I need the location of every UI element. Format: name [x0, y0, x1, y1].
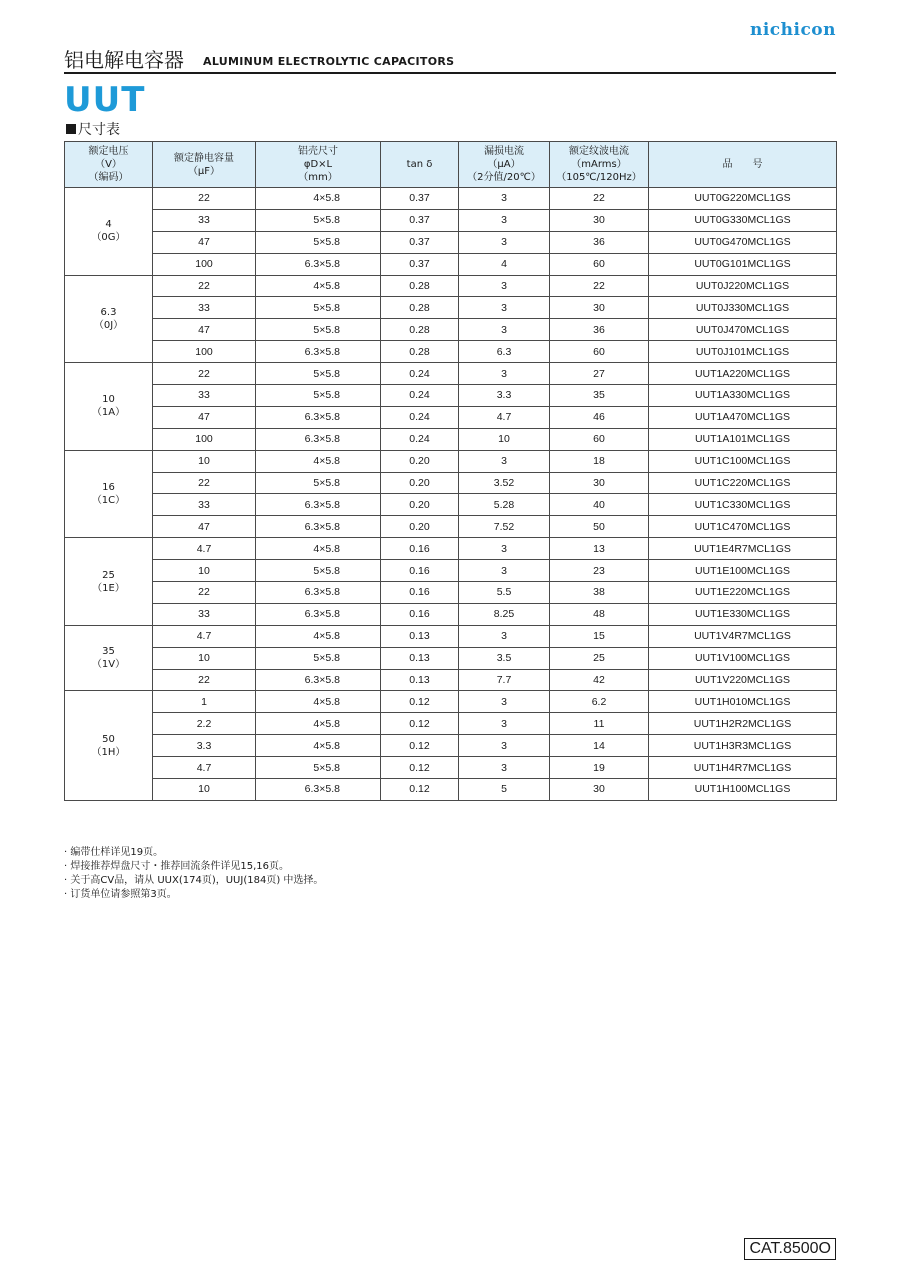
cell-leakage-current: 3: [459, 188, 550, 210]
section-label: 尺寸表: [78, 122, 120, 138]
cell-ripple-current: 18: [550, 450, 649, 472]
cell-tan-delta: 0.13: [381, 625, 459, 647]
table-row: [65, 560, 837, 582]
cell-part-number: UUT1H2R2MCL1GS: [649, 713, 837, 735]
cell-part-number: UUT0J330MCL1GS: [649, 297, 837, 319]
cell-case-size: 5×5.8: [256, 757, 381, 779]
cell-ripple-current: 22: [550, 188, 649, 210]
cell-case-size: 4×5.8: [256, 735, 381, 757]
cell-tan-delta: 0.28: [381, 341, 459, 363]
cell-leakage-current: 3: [459, 757, 550, 779]
series-name: UUT: [64, 80, 146, 120]
cell-ripple-current: 25: [550, 647, 649, 669]
dimension-table: [64, 141, 837, 801]
cell-ripple-current: 40: [550, 494, 649, 516]
cell-leakage-current: 3.5: [459, 647, 550, 669]
cell-ripple-current: 30: [550, 209, 649, 231]
table-row: [65, 406, 837, 428]
header-case-size: 铝壳尺寸 φD×L （mm）: [256, 142, 381, 188]
cell-leakage-current: 5.28: [459, 494, 550, 516]
cell-rated-voltage: 6.3 （0J）: [65, 275, 153, 363]
cell-tan-delta: 0.20: [381, 450, 459, 472]
cell-case-size: 4×5.8: [256, 538, 381, 560]
cell-rated-voltage: 16 （1C）: [65, 450, 153, 538]
cell-leakage-current: 4: [459, 253, 550, 275]
table-row: [65, 779, 837, 801]
cell-leakage-current: 3: [459, 450, 550, 472]
cell-tan-delta: 0.20: [381, 516, 459, 538]
cell-capacitance: 22: [153, 669, 256, 691]
table-row: [65, 428, 837, 450]
cell-ripple-current: 60: [550, 253, 649, 275]
cell-ripple-current: 36: [550, 231, 649, 253]
cell-tan-delta: 0.24: [381, 406, 459, 428]
cell-part-number: UUT1A330MCL1GS: [649, 385, 837, 407]
square-bullet-icon: [66, 124, 76, 134]
cell-tan-delta: 0.12: [381, 691, 459, 713]
cell-capacitance: 22: [153, 582, 256, 604]
cell-leakage-current: 7.7: [459, 669, 550, 691]
cell-tan-delta: 0.28: [381, 297, 459, 319]
page-title-cn: 铝电解电容器: [64, 48, 184, 72]
cell-ripple-current: 60: [550, 341, 649, 363]
table-row: [65, 472, 837, 494]
cell-part-number: UUT0G470MCL1GS: [649, 231, 837, 253]
cell-tan-delta: 0.28: [381, 319, 459, 341]
cell-rated-voltage: 10 （1A）: [65, 363, 153, 451]
cell-tan-delta: 0.37: [381, 188, 459, 210]
cell-tan-delta: 0.16: [381, 603, 459, 625]
cell-tan-delta: 0.16: [381, 582, 459, 604]
cell-tan-delta: 0.20: [381, 494, 459, 516]
table-row: [65, 297, 837, 319]
table-row: [65, 319, 837, 341]
cell-leakage-current: 3.52: [459, 472, 550, 494]
cell-part-number: UUT1C330MCL1GS: [649, 494, 837, 516]
header-leakage-current: 漏损电流 （μA） （2分值/20℃）: [459, 142, 550, 188]
cell-case-size: 5×5.8: [256, 231, 381, 253]
page-title-en: ALUMINUM ELECTROLYTIC CAPACITORS: [203, 55, 455, 68]
table-row: [65, 209, 837, 231]
cell-case-size: 5×5.8: [256, 560, 381, 582]
cell-case-size: 6.3×5.8: [256, 516, 381, 538]
cell-part-number: UUT1E330MCL1GS: [649, 603, 837, 625]
cell-tan-delta: 0.16: [381, 560, 459, 582]
cell-case-size: 4×5.8: [256, 450, 381, 472]
cell-ripple-current: 11: [550, 713, 649, 735]
cell-part-number: UUT1V100MCL1GS: [649, 647, 837, 669]
cell-leakage-current: 3: [459, 538, 550, 560]
cell-capacitance: 10: [153, 450, 256, 472]
cell-capacitance: 4.7: [153, 538, 256, 560]
cell-capacitance: 22: [153, 188, 256, 210]
cell-part-number: UUT0J470MCL1GS: [649, 319, 837, 341]
cell-ripple-current: 15: [550, 625, 649, 647]
cell-case-size: 6.3×5.8: [256, 779, 381, 801]
table-row: [65, 385, 837, 407]
cell-capacitance: 4.7: [153, 625, 256, 647]
cell-ripple-current: 19: [550, 757, 649, 779]
cell-ripple-current: 14: [550, 735, 649, 757]
cell-capacitance: 100: [153, 341, 256, 363]
table-row: [65, 538, 837, 560]
cell-tan-delta: 0.13: [381, 669, 459, 691]
cell-part-number: UUT1A220MCL1GS: [649, 363, 837, 385]
cell-leakage-current: 3: [459, 319, 550, 341]
table-row: [65, 450, 837, 472]
cell-case-size: 4×5.8: [256, 625, 381, 647]
cell-ripple-current: 36: [550, 319, 649, 341]
cell-capacitance: 2.2: [153, 713, 256, 735]
cell-ripple-current: 30: [550, 297, 649, 319]
cell-ripple-current: 30: [550, 472, 649, 494]
table-row: [65, 516, 837, 538]
cell-leakage-current: 6.3: [459, 341, 550, 363]
cell-leakage-current: 10: [459, 428, 550, 450]
notes-list: [64, 846, 323, 902]
cell-tan-delta: 0.37: [381, 253, 459, 275]
cell-capacitance: 47: [153, 406, 256, 428]
cell-part-number: UUT1H100MCL1GS: [649, 779, 837, 801]
cell-capacitance: 33: [153, 209, 256, 231]
cell-leakage-current: 3: [459, 560, 550, 582]
cell-leakage-current: 8.25: [459, 603, 550, 625]
header-voltage: 额定电压 （V） （编码）: [65, 142, 153, 188]
cell-tan-delta: 0.28: [381, 275, 459, 297]
brand-logo: nichicon: [749, 20, 836, 40]
cell-capacitance: 10: [153, 779, 256, 801]
cell-leakage-current: 5.5: [459, 582, 550, 604]
cell-part-number: UUT1E4R7MCL1GS: [649, 538, 837, 560]
cell-tan-delta: 0.16: [381, 538, 459, 560]
cell-case-size: 5×5.8: [256, 363, 381, 385]
header-part-number: 品 号: [649, 142, 837, 188]
cell-tan-delta: 0.20: [381, 472, 459, 494]
table-row: [65, 625, 837, 647]
cell-part-number: UUT0G330MCL1GS: [649, 209, 837, 231]
table-row: [65, 713, 837, 735]
cell-leakage-current: 3: [459, 297, 550, 319]
cell-ripple-current: 60: [550, 428, 649, 450]
cell-case-size: 4×5.8: [256, 691, 381, 713]
note-item: · 编带仕样详见19页。: [64, 846, 323, 860]
title-divider: [64, 72, 836, 74]
cell-part-number: UUT1V4R7MCL1GS: [649, 625, 837, 647]
cell-case-size: 5×5.8: [256, 297, 381, 319]
cell-capacitance: 33: [153, 494, 256, 516]
table-row: [65, 494, 837, 516]
cell-tan-delta: 0.13: [381, 647, 459, 669]
cell-part-number: UUT0G101MCL1GS: [649, 253, 837, 275]
cell-part-number: UUT1C220MCL1GS: [649, 472, 837, 494]
cell-case-size: 6.3×5.8: [256, 669, 381, 691]
cell-part-number: UUT1A470MCL1GS: [649, 406, 837, 428]
cell-leakage-current: 3: [459, 691, 550, 713]
cell-rated-voltage: 50 （1H）: [65, 691, 153, 800]
cell-leakage-current: 3: [459, 363, 550, 385]
cell-rated-voltage: 4 （0G）: [65, 188, 153, 276]
cell-leakage-current: 3: [459, 275, 550, 297]
cell-part-number: UUT1H4R7MCL1GS: [649, 757, 837, 779]
cell-part-number: UUT1H3R3MCL1GS: [649, 735, 837, 757]
cell-leakage-current: 3: [459, 625, 550, 647]
table-header-row: [65, 142, 837, 188]
cell-ripple-current: 35: [550, 385, 649, 407]
cell-ripple-current: 23: [550, 560, 649, 582]
cell-capacitance: 100: [153, 253, 256, 275]
cell-part-number: UUT1C470MCL1GS: [649, 516, 837, 538]
cell-case-size: 5×5.8: [256, 209, 381, 231]
cell-leakage-current: 5: [459, 779, 550, 801]
cell-case-size: 6.3×5.8: [256, 406, 381, 428]
cell-capacitance: 33: [153, 385, 256, 407]
cell-leakage-current: 3: [459, 209, 550, 231]
header-ripple-current: 额定纹波电流 （mArms） （105℃/120Hz）: [550, 142, 649, 188]
table-row: [65, 188, 837, 210]
cell-case-size: 5×5.8: [256, 385, 381, 407]
cell-ripple-current: 13: [550, 538, 649, 560]
cell-leakage-current: 3: [459, 231, 550, 253]
cell-tan-delta: 0.12: [381, 757, 459, 779]
cell-capacitance: 10: [153, 560, 256, 582]
header-tan-delta: tan δ: [381, 142, 459, 188]
table-row: [65, 669, 837, 691]
cell-tan-delta: 0.37: [381, 231, 459, 253]
cell-capacitance: 47: [153, 319, 256, 341]
cell-ripple-current: 48: [550, 603, 649, 625]
cell-case-size: 5×5.8: [256, 472, 381, 494]
cell-case-size: 6.3×5.8: [256, 494, 381, 516]
table-row: [65, 582, 837, 604]
cell-case-size: 6.3×5.8: [256, 253, 381, 275]
table-row: [65, 253, 837, 275]
cell-capacitance: 33: [153, 603, 256, 625]
table-row: [65, 603, 837, 625]
table-row: [65, 735, 837, 757]
table-row: [65, 363, 837, 385]
header-capacitance: 额定静电容量 （μF）: [153, 142, 256, 188]
cell-leakage-current: 3: [459, 735, 550, 757]
cell-part-number: UUT0G220MCL1GS: [649, 188, 837, 210]
cell-part-number: UUT1C100MCL1GS: [649, 450, 837, 472]
cell-ripple-current: 22: [550, 275, 649, 297]
cell-capacitance: 33: [153, 297, 256, 319]
cell-leakage-current: 3.3: [459, 385, 550, 407]
cell-ripple-current: 6.2: [550, 691, 649, 713]
cell-part-number: UUT1A101MCL1GS: [649, 428, 837, 450]
table-row: [65, 341, 837, 363]
cell-part-number: UUT0J220MCL1GS: [649, 275, 837, 297]
note-item: · 焊接推荐焊盘尺寸・推荐回流条件详见15,16页。: [64, 860, 323, 874]
cell-capacitance: 22: [153, 275, 256, 297]
cell-case-size: 5×5.8: [256, 647, 381, 669]
cell-tan-delta: 0.12: [381, 779, 459, 801]
cell-case-size: 6.3×5.8: [256, 582, 381, 604]
cell-ripple-current: 27: [550, 363, 649, 385]
cell-case-size: 6.3×5.8: [256, 341, 381, 363]
table-row: [65, 647, 837, 669]
cell-capacitance: 22: [153, 363, 256, 385]
cell-capacitance: 22: [153, 472, 256, 494]
cell-capacitance: 47: [153, 516, 256, 538]
table-row: [65, 691, 837, 713]
cell-ripple-current: 46: [550, 406, 649, 428]
cell-leakage-current: 4.7: [459, 406, 550, 428]
cell-capacitance: 47: [153, 231, 256, 253]
cell-case-size: 4×5.8: [256, 275, 381, 297]
cell-case-size: 5×5.8: [256, 319, 381, 341]
cell-tan-delta: 0.24: [381, 363, 459, 385]
cell-case-size: 6.3×5.8: [256, 603, 381, 625]
note-item: · 订货单位请参照第3页。: [64, 888, 323, 902]
section-heading: [66, 119, 120, 139]
cell-case-size: 4×5.8: [256, 188, 381, 210]
cell-rated-voltage: 35 （1V）: [65, 625, 153, 691]
table-row: [65, 757, 837, 779]
cell-capacitance: 10: [153, 647, 256, 669]
cell-ripple-current: 30: [550, 779, 649, 801]
cell-case-size: 4×5.8: [256, 713, 381, 735]
cell-tan-delta: 0.12: [381, 735, 459, 757]
cell-part-number: UUT1H010MCL1GS: [649, 691, 837, 713]
cell-capacitance: 100: [153, 428, 256, 450]
cell-leakage-current: 3: [459, 713, 550, 735]
cell-tan-delta: 0.24: [381, 428, 459, 450]
cell-ripple-current: 38: [550, 582, 649, 604]
cell-ripple-current: 50: [550, 516, 649, 538]
note-item: · 关于高CV品，请从 UUX(174页)，UUJ(184页) 中选择。: [64, 874, 323, 888]
cell-part-number: UUT0J101MCL1GS: [649, 341, 837, 363]
cell-tan-delta: 0.24: [381, 385, 459, 407]
cell-leakage-current: 7.52: [459, 516, 550, 538]
cell-ripple-current: 42: [550, 669, 649, 691]
cell-part-number: UUT1V220MCL1GS: [649, 669, 837, 691]
cell-part-number: UUT1E100MCL1GS: [649, 560, 837, 582]
cell-tan-delta: 0.37: [381, 209, 459, 231]
cell-capacitance: 4.7: [153, 757, 256, 779]
cell-rated-voltage: 25 （1E）: [65, 538, 153, 626]
table-row: [65, 275, 837, 297]
cell-tan-delta: 0.12: [381, 713, 459, 735]
table-row: [65, 231, 837, 253]
cell-part-number: UUT1E220MCL1GS: [649, 582, 837, 604]
catalog-number: CAT.8500O: [744, 1238, 836, 1260]
cell-capacitance: 1: [153, 691, 256, 713]
cell-capacitance: 3.3: [153, 735, 256, 757]
cell-case-size: 6.3×5.8: [256, 428, 381, 450]
